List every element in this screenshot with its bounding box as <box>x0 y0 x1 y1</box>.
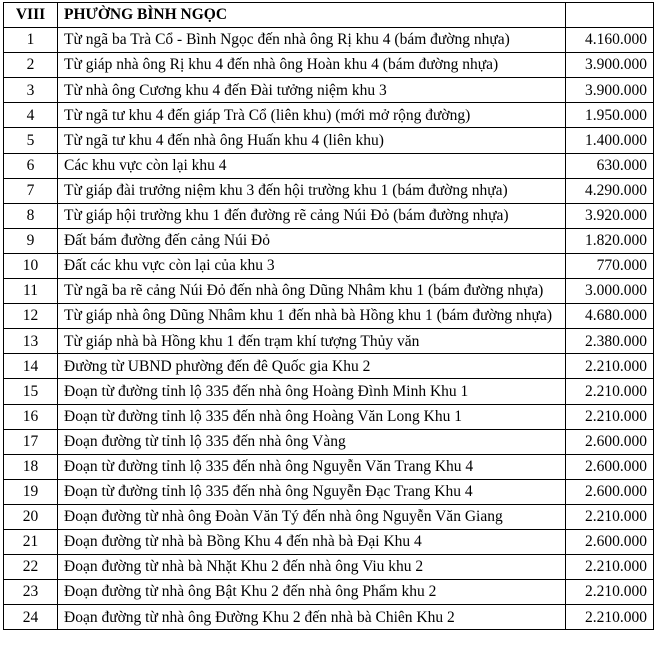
row-description: Đoạn đường từ nhà ông Đường Khu 2 đến nhà bà Chiên Khu 2 <box>58 605 566 630</box>
row-description: Các khu vực còn lại khu 4 <box>58 153 566 178</box>
row-description: Từ ngã tư khu 4 đến nhà ông Huấn khu 4 (liên khu) <box>58 128 566 153</box>
row-number: 5 <box>4 128 58 153</box>
row-number: 4 <box>4 103 58 128</box>
table-row <box>4 128 654 153</box>
row-price: 2.210.000 <box>566 354 654 379</box>
row-description: Từ ngã ba rẽ cảng Núi Đỏ đến nhà ông Dũng Nhâm khu 1 (bám đường nhựa) <box>58 279 566 304</box>
row-description: Đoạn đường từ nhà ông Đoàn Văn Tý đến nhà ông Nguyễn Văn Giang <box>58 504 566 529</box>
table-row <box>4 178 654 203</box>
section-header-row <box>4 3 654 28</box>
row-description: Từ ngã tư khu 4 đến giáp Trà Cổ (liên khu) (mới mở rộng đường) <box>58 103 566 128</box>
table-row <box>4 228 654 253</box>
row-number: 11 <box>4 279 58 304</box>
row-description: Đoạn từ đường tỉnh lộ 335 đến nhà ông Nguyễn Văn Trang Khu 4 <box>58 454 566 479</box>
row-number: 23 <box>4 580 58 605</box>
table-row <box>4 329 654 354</box>
table-row <box>4 379 654 404</box>
row-number: 16 <box>4 404 58 429</box>
table-row <box>4 53 654 78</box>
row-number: 2 <box>4 53 58 78</box>
row-number: 6 <box>4 153 58 178</box>
row-price: 630.000 <box>566 153 654 178</box>
table-row <box>4 580 654 605</box>
row-price: 3.900.000 <box>566 78 654 103</box>
row-price: 2.380.000 <box>566 329 654 354</box>
row-price: 2.210.000 <box>566 555 654 580</box>
row-description: Từ giáp nhà ông Rị khu 4 đến nhà ông Hoàn khu 4 (bám đường nhựa) <box>58 53 566 78</box>
row-price: 4.160.000 <box>566 28 654 53</box>
row-description: Đất bám đường đến cảng Núi Đỏ <box>58 228 566 253</box>
row-description: Đoạn từ đường tỉnh lộ 335 đến nhà ông Hoàng Đình Minh Khu 1 <box>58 379 566 404</box>
row-description: Từ nhà ông Cương khu 4 đến Đài tưởng niệm khu 3 <box>58 78 566 103</box>
row-price: 2.600.000 <box>566 429 654 454</box>
row-price: 2.210.000 <box>566 580 654 605</box>
row-number: 22 <box>4 555 58 580</box>
section-price <box>566 3 654 28</box>
row-description: Từ giáp nhà ông Dũng Nhâm khu 1 đến nhà bà Hồng khu 1 (bám đường nhựa) <box>58 304 566 329</box>
row-price: 4.290.000 <box>566 178 654 203</box>
row-description: Đoạn đường từ nhà ông Bật Khu 2 đến nhà ông Phẩm khu 2 <box>58 580 566 605</box>
row-description: Đoạn từ đường tỉnh lộ 335 đến nhà ông Hoàng Văn Long Khu 1 <box>58 404 566 429</box>
row-price: 2.210.000 <box>566 404 654 429</box>
row-price: 2.210.000 <box>566 605 654 630</box>
row-price: 2.210.000 <box>566 504 654 529</box>
row-number: 7 <box>4 178 58 203</box>
row-price: 3.000.000 <box>566 279 654 304</box>
row-price: 3.900.000 <box>566 53 654 78</box>
table-row <box>4 404 654 429</box>
table-row <box>4 555 654 580</box>
row-number: 19 <box>4 479 58 504</box>
table-row <box>4 354 654 379</box>
row-description: Từ giáp nhà bà Hồng khu 1 đến trạm khí tượng Thủy văn <box>58 329 566 354</box>
row-price: 2.600.000 <box>566 479 654 504</box>
row-price: 3.920.000 <box>566 203 654 228</box>
row-number: 12 <box>4 304 58 329</box>
row-price: 1.820.000 <box>566 228 654 253</box>
row-price: 770.000 <box>566 253 654 278</box>
row-description: Từ giáp đài trưởng niệm khu 3 đến hội trường khu 1 (bám đường nhựa) <box>58 178 566 203</box>
row-number: 15 <box>4 379 58 404</box>
land-price-table <box>3 2 654 630</box>
table-row <box>4 153 654 178</box>
row-price: 1.950.000 <box>566 103 654 128</box>
row-description: Từ giáp hội trường khu 1 đến đường rẽ cảng Núi Đỏ (bám đường nhựa) <box>58 203 566 228</box>
row-number: 24 <box>4 605 58 630</box>
table-row <box>4 454 654 479</box>
row-number: 10 <box>4 253 58 278</box>
row-description: Đoạn từ đường tỉnh lộ 335 đến nhà ông Nguyễn Đạc Trang Khu 4 <box>58 479 566 504</box>
table-row <box>4 429 654 454</box>
table-row <box>4 605 654 630</box>
row-number: 9 <box>4 228 58 253</box>
row-description: Đoạn đường từ nhà bà Nhặt Khu 2 đến nhà ông Viu khu 2 <box>58 555 566 580</box>
table-row <box>4 203 654 228</box>
table-row <box>4 304 654 329</box>
row-description: Đoạn đường từ tỉnh lộ 335 đến nhà ông Vàng <box>58 429 566 454</box>
row-price: 2.210.000 <box>566 379 654 404</box>
row-price: 1.400.000 <box>566 128 654 153</box>
row-number: 8 <box>4 203 58 228</box>
row-number: 14 <box>4 354 58 379</box>
table-row <box>4 253 654 278</box>
row-description: Đoạn đường từ nhà bà Bồng Khu 4 đến nhà bà Đại Khu 4 <box>58 529 566 554</box>
table-row <box>4 28 654 53</box>
row-description: Đường từ UBND phường đến đê Quốc gia Khu 2 <box>58 354 566 379</box>
table-row <box>4 279 654 304</box>
section-title: PHƯỜNG BÌNH NGỌC <box>58 3 566 28</box>
row-number: 13 <box>4 329 58 354</box>
table-row <box>4 529 654 554</box>
table-row <box>4 78 654 103</box>
section-number: VIII <box>4 3 58 28</box>
row-price: 2.600.000 <box>566 454 654 479</box>
table-row <box>4 504 654 529</box>
row-description: Đất các khu vực còn lại của khu 3 <box>58 253 566 278</box>
table-row <box>4 479 654 504</box>
row-number: 3 <box>4 78 58 103</box>
row-number: 18 <box>4 454 58 479</box>
row-number: 20 <box>4 504 58 529</box>
row-number: 21 <box>4 529 58 554</box>
row-description: Từ ngã ba Trà Cổ - Bình Ngọc đến nhà ông Rị khu 4 (bám đường nhựa) <box>58 28 566 53</box>
row-price: 2.600.000 <box>566 529 654 554</box>
row-price: 4.680.000 <box>566 304 654 329</box>
table-row <box>4 103 654 128</box>
row-number: 17 <box>4 429 58 454</box>
row-number: 1 <box>4 28 58 53</box>
